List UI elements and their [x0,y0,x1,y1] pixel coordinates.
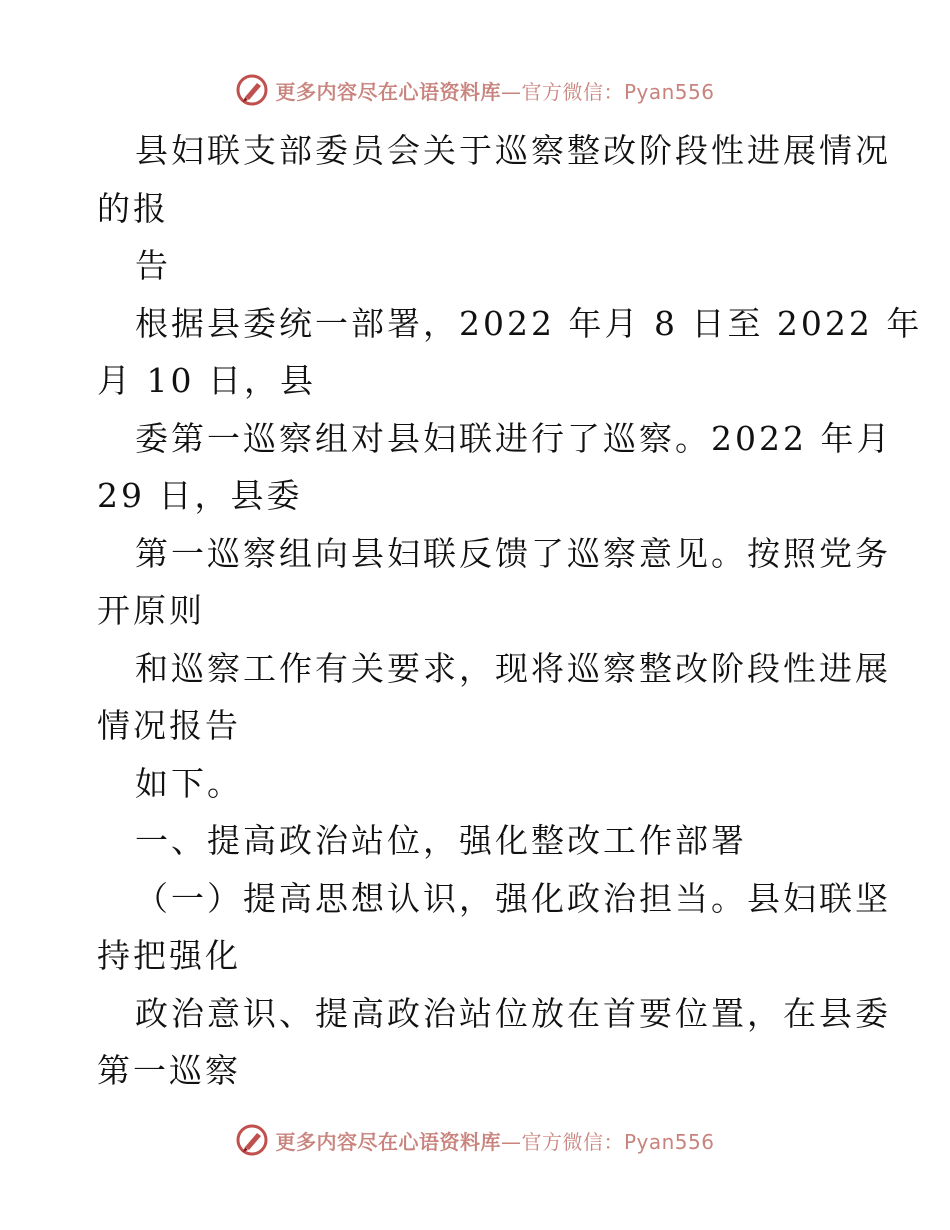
paragraph-line: 月 10 日，县 [97,361,316,400]
pen-logo-icon [235,1123,269,1157]
paragraph-line: 29 日，县委 [97,476,303,515]
watermark-text: 更多内容尽在心语资料库—官方微信：Pyan556 [275,79,715,104]
header-watermark [0,70,950,110]
document-body [97,122,923,1100]
paragraph-line: 和巡察工作有关要求，现将巡察整改阶段性进展 [135,648,891,688]
document-title-line-1: 县妇联支部委员会关于巡察整改阶段性进展情况 [135,131,891,170]
pen-logo-icon [235,73,269,107]
section-heading: 一、提高政治站位，强化整改工作部署 [135,821,747,860]
paragraph-line: 如下。 [135,763,243,803]
paragraph-line: 委第一巡察组对县妇联进行了巡察。2022 年月 [135,418,893,458]
paragraph-line: （一）提高思想认识，强化政治担当。县妇联坚 [135,878,891,918]
paragraph-line: 根据县委统一部署，2022 年月 8 日至 2022 年 [135,303,923,343]
paragraph-line: 政治意识、提高政治站位放在首要位置，在县委 [135,993,891,1033]
document-title-line-2: 的报 [97,188,169,228]
paragraph-line: 第一巡察组向县妇联反馈了巡察意见。按照党务 [135,533,891,573]
paragraph-line: 第一巡察 [97,1051,241,1090]
paragraph-line: 情况报告 [97,706,241,745]
watermark-text: 更多内容尽在心语资料库—官方微信：Pyan556 [275,1129,715,1154]
paragraph-line: 开原则 [97,591,205,630]
document-title-line-3: 告 [135,246,171,285]
footer-watermark [0,1120,950,1160]
paragraph-line: 持把强化 [97,936,241,975]
